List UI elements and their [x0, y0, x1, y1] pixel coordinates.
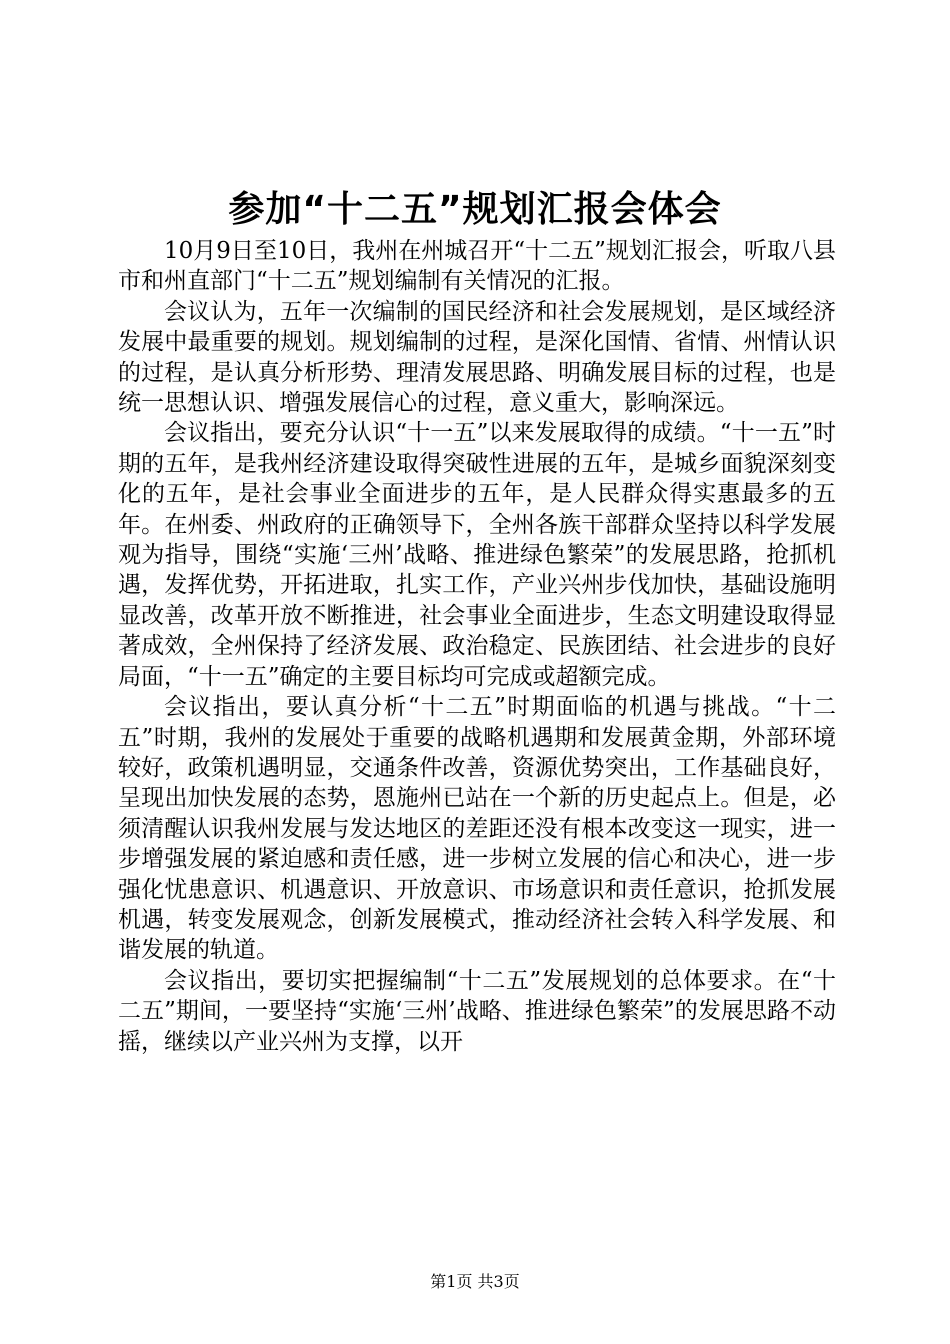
paragraph-1: 10月9日至10日，我州在州城召开“十二五”规划汇报会，听取八县市和州直部门“十二五”规划编制有关情况的汇报。 [118, 238, 836, 295]
page-footer [0, 1272, 950, 1292]
paragraph-2: 会议认为，五年一次编制的国民经济和社会发展规划，是区域经济发展中最重要的规划。规划编制的过程，是深化国情、省情、州情认识的过程，是认真分析形势、理清发展思路、明确发展目标的过程，也是统一思想认识、增强发展信心的过程，意义重大，影响深远。 [118, 298, 836, 417]
document-title: 参加“十二五”规划汇报会体会 [228, 189, 722, 230]
paragraph-4: 会议指出，要认真分析“十二五”时期面临的机遇与挑战。“十二五”时期，我州的发展处于重要的战略机遇期和发展黄金期，外部环境较好，政策机遇明显，交通条件改善，资源优势突出，工作基础良好，呈现出加快发展的态势，恩施州已站在一个新的历史起点上。但是，必须清醒认识我州发展与发达地区的差距还没有根本改变这一现实，进一步增强发展的紧迫感和责任感，进一步树立发展的信心和决心，进一步强化忧患意识、机遇意识、开放意识、市场意识和责任意识，抢抓发展机遇，转变发展观念，创新发展模式，推动经济社会转入科学发展、和谐发展的轨道。 [118, 694, 836, 964]
paragraph-3: 会议指出，要充分认识“十一五”以来发展取得的成绩。“十一五”时期的五年，是我州经济建设取得突破性进展的五年，是城乡面貌深刻变化的五年，是社会事业全面进步的五年，是人民群众得实惠最多的五年。在州委、州政府的正确领导下，全州各族干部群众坚持以科学发展观为指导，围绕“实施‘三州’战略、推进绿色繁荣”的发展思路，抢抓机遇，发挥优势，开拓进取，扎实工作，产业兴州步伐加快，基础设施明显改善，改革开放不断推进，社会事业全面进步，生态文明建设取得显著成效，全州保持了经济发展、政治稳定、民族团结、社会进步的良好局面，“十一五”确定的主要目标均可完成或超额完成。 [118, 420, 836, 690]
page-indicator: 第1页 共3页 [430, 1272, 520, 1291]
paragraph-5: 会议指出，要切实把握编制“十二五”发展规划的总体要求。在“十二五”期间，一要坚持“实施‘三州’战略、推进绿色繁荣”的发展思路不动摇，继续以产业兴州为支撑，以开 [118, 967, 836, 1055]
document-body [118, 236, 836, 1057]
